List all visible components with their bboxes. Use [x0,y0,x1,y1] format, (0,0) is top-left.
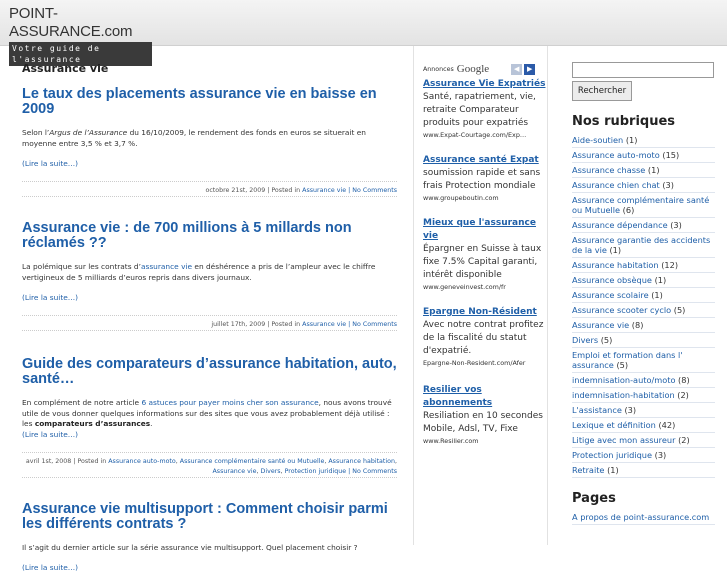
category-link[interactable]: Assurance garantie des accidents de la vie [572,235,710,255]
pages-list [572,510,715,525]
category-link[interactable]: Litige avec mon assureur [572,435,675,445]
post-category-link[interactable]: Assurance auto-moto [108,458,176,465]
category-count: (1) [649,290,663,300]
category-link[interactable]: Assurance complémentaire santé ou Mutuelle [572,195,709,215]
ad-item [423,217,547,292]
excerpt-text: . [150,419,152,428]
ad-list [423,78,547,446]
pages-heading: Pages [572,491,715,506]
separator: , [176,458,180,465]
post-excerpt [22,128,397,149]
ad-url[interactable]: www.Resilier.com [423,437,547,446]
post [22,357,397,478]
category-item [572,133,715,148]
posted-in: | Posted in [267,187,302,194]
category-count: (15) [660,150,679,160]
category-link[interactable]: Divers [572,335,598,345]
category-count: (12) [659,260,678,270]
sidebar [572,62,715,525]
post-category-link[interactable]: Assurance habitation [328,458,395,465]
category-link[interactable]: Assurance chasse [572,165,645,175]
ads-google-brand[interactable]: Google [457,63,489,75]
logo-text[interactable]: POINT-ASSURANCE.com [9,5,156,41]
category-item [572,388,715,403]
category-count: (5) [671,305,685,315]
post-category-link[interactable]: Protection juridique [285,468,347,475]
page-item [572,510,715,525]
search-input[interactable] [572,62,714,78]
category-count: (8) [675,375,689,385]
excerpt-text: Selon l’ [22,128,49,137]
read-more-link[interactable]: (Lire la suite…) [22,293,397,302]
post [22,502,397,572]
category-item [572,318,715,333]
category-item [572,273,715,288]
post-title-link[interactable]: Le taux des placements assurance vie en baisse en 2009 [22,87,397,117]
main-content [22,62,397,572]
page-link[interactable]: A propos de point-assurance.com [572,512,709,522]
category-count: (3) [652,450,666,460]
category-item [572,288,715,303]
ad-title-link[interactable]: Assurance Vie Expatriés [423,78,547,91]
read-more-link[interactable]: (Lire la suite…) [22,430,397,439]
ad-item [423,154,547,203]
comments-link[interactable]: | No Comments [348,187,397,194]
separator: , [395,458,397,465]
ad-item [423,78,547,140]
category-count: (1) [604,465,618,475]
category-link[interactable]: Emploi et formation dans l' assurance [572,350,683,370]
category-item [572,433,715,448]
category-item [572,163,715,178]
category-count: (2) [675,390,689,400]
category-link[interactable]: Assurance scolaire [572,290,649,300]
separator: , [281,468,285,475]
post [22,87,397,197]
post-title-link[interactable]: Assurance vie multisupport : Comment choisir parmi les différents contrats ? [22,502,397,532]
post-meta [22,315,397,330]
page-title: Assurance vie [22,62,397,75]
post-meta [22,452,397,477]
excerpt-text: Il s’agit du dernier article sur la série assurance vie multisupport. Quel placement choisir ? [22,543,358,552]
category-count: (8) [629,320,643,330]
excerpt-text: La polémique sur les contrats d’ [22,262,141,271]
chevron-left-icon[interactable]: ◀ [511,64,522,75]
category-item [572,463,715,478]
category-item [572,218,715,233]
category-link[interactable]: Aide-soutien [572,135,623,145]
post-excerpt [22,398,397,430]
site-logo[interactable] [9,5,156,66]
ads-label: Annonces [423,66,454,73]
ad-url[interactable]: Epargne-Non-Resident.com/Afer [423,359,547,368]
category-count: (1) [645,165,659,175]
post-list [22,87,397,572]
logo-tagline: Votre guide de l'assurance [9,42,152,66]
category-item [572,448,715,463]
category-link[interactable]: indemnisation-habitation [572,390,675,400]
ad-title-link[interactable]: Resilier vos abonnements [423,384,547,410]
separator: , [324,458,328,465]
category-link[interactable]: indemnisation-auto/moto [572,375,675,385]
posted-in: | Posted in [267,321,302,328]
ad-text: Avec notre contrat profitez de la fiscalité du statut d'expatrié. [423,319,547,358]
category-link[interactable]: Assurance scooter cyclo [572,305,671,315]
category-link[interactable]: Protection juridique [572,450,652,460]
post-date: octobre 21st, 2009 [205,187,267,194]
post-category-link[interactable]: Assurance vie [213,468,257,475]
ads-column [413,46,548,545]
ad-url[interactable]: www.groupeboutin.com [423,194,547,203]
category-count: (3) [660,180,674,190]
post-date: juillet 17th, 2009 [211,321,267,328]
ad-title-link[interactable]: Mieux que l'assurance vie [423,217,547,243]
rubriques-heading: Nos rubriques [572,114,715,129]
excerpt-link[interactable]: 6 astuces pour payer moins cher son assurance [141,398,318,407]
excerpt-text: du 16/10/2009, le rendement des fonds en euros se situerait en moyenne entre 3,5 % et 3,7 %. [22,128,366,148]
category-link[interactable]: Lexique et définition [572,420,656,430]
category-link[interactable]: Assurance auto-moto [572,150,660,160]
ads-header [423,62,547,76]
category-item [572,148,715,163]
ad-text: Épargner en Suisse à taux fixe 7.5% Capital garanti, intérêt disponible [423,243,547,282]
ad-text: soumission rapide et sans frais Protection mondiale [423,167,547,193]
category-link[interactable]: Assurance chien chat [572,180,660,190]
post-category-link[interactable]: Divers [261,468,281,475]
category-link[interactable]: Assurance dépendance [572,220,668,230]
category-item [572,403,715,418]
separator: , [257,468,261,475]
category-link[interactable]: Assurance habitation [572,260,659,270]
post-category-link[interactable]: Assurance vie [302,187,346,194]
category-item [572,373,715,388]
excerpt-text: , nous avons trouvé utile de vous donner quelques informations sur des sites que vous avez probablement déjà utilisé : les [22,398,392,428]
category-count: (3) [668,220,682,230]
category-count: (1) [607,245,621,255]
category-item [572,178,715,193]
category-link[interactable]: Assurance obsèque [572,275,652,285]
excerpt-text: en déshérence a pris de l’ampleur avec le chiffre vertigineux de 5 milliards d’euros repris dans divers journaux. [22,262,375,282]
comments-link[interactable]: | No Comments [348,321,397,328]
chevron-right-icon[interactable]: ▶ [524,64,535,75]
post-category-link[interactable]: Assurance complémentaire santé ou Mutuelle [180,458,325,465]
category-item [572,418,715,433]
post-date: avril 1st, 2008 [26,458,73,465]
excerpt-emphasis: Argus de l’Assurance [49,128,127,137]
post-title-link[interactable]: Assurance vie : de 700 millions à 5 millards non réclamés ?? [22,221,397,251]
post [22,221,397,331]
excerpt-text: En complément de notre article [22,398,141,407]
search-button[interactable]: Rechercher [572,81,632,101]
category-item [572,258,715,273]
ad-url[interactable]: www.geneveinvest.com/fr [423,283,547,292]
read-more-link[interactable]: (Lire la suite…) [22,159,397,168]
ad-item [423,306,547,368]
ad-title-link[interactable]: Epargne Non-Résident [423,306,547,319]
ad-text: Resiliation en 10 secondes Mobile, Adsl, TV, Fixe [423,410,547,436]
category-list [572,133,715,478]
category-item [572,303,715,318]
post-excerpt [22,262,397,283]
category-link[interactable]: L'assistance [572,405,622,415]
posted-in: | Posted in [73,458,108,465]
category-item [572,333,715,348]
category-count: (42) [656,420,675,430]
category-count: (2) [675,435,689,445]
site-header [0,0,727,46]
read-more-link[interactable]: (Lire la suite…) [22,563,397,572]
category-count: (5) [598,335,612,345]
category-item [572,233,715,258]
post-category-link[interactable]: Assurance vie [302,321,346,328]
category-count: (5) [614,360,628,370]
ad-url[interactable]: www.Expat-Courtage.com/Exp… [423,131,547,140]
ad-text: Santé, rapatriement, vie, retraite Comparateur produits pour expatriés [423,91,547,130]
category-item [572,348,715,373]
category-item [572,193,715,218]
ad-item [423,384,547,446]
post-title-link[interactable]: Guide des comparateurs d’assurance habitation, auto, santé… [22,357,397,387]
category-link[interactable]: Assurance vie [572,320,629,330]
comments-link[interactable]: | No Comments [348,468,397,475]
category-count: (1) [623,135,637,145]
category-count: (6) [620,205,634,215]
category-count: (3) [622,405,636,415]
post-meta [22,181,397,196]
category-count: (1) [652,275,666,285]
ad-title-link[interactable]: Assurance santé Expat [423,154,547,167]
category-link[interactable]: Retraite [572,465,604,475]
excerpt-bold: comparateurs d’assurances [35,419,150,428]
post-excerpt [22,543,397,554]
excerpt-link[interactable]: assurance vie [141,262,192,271]
